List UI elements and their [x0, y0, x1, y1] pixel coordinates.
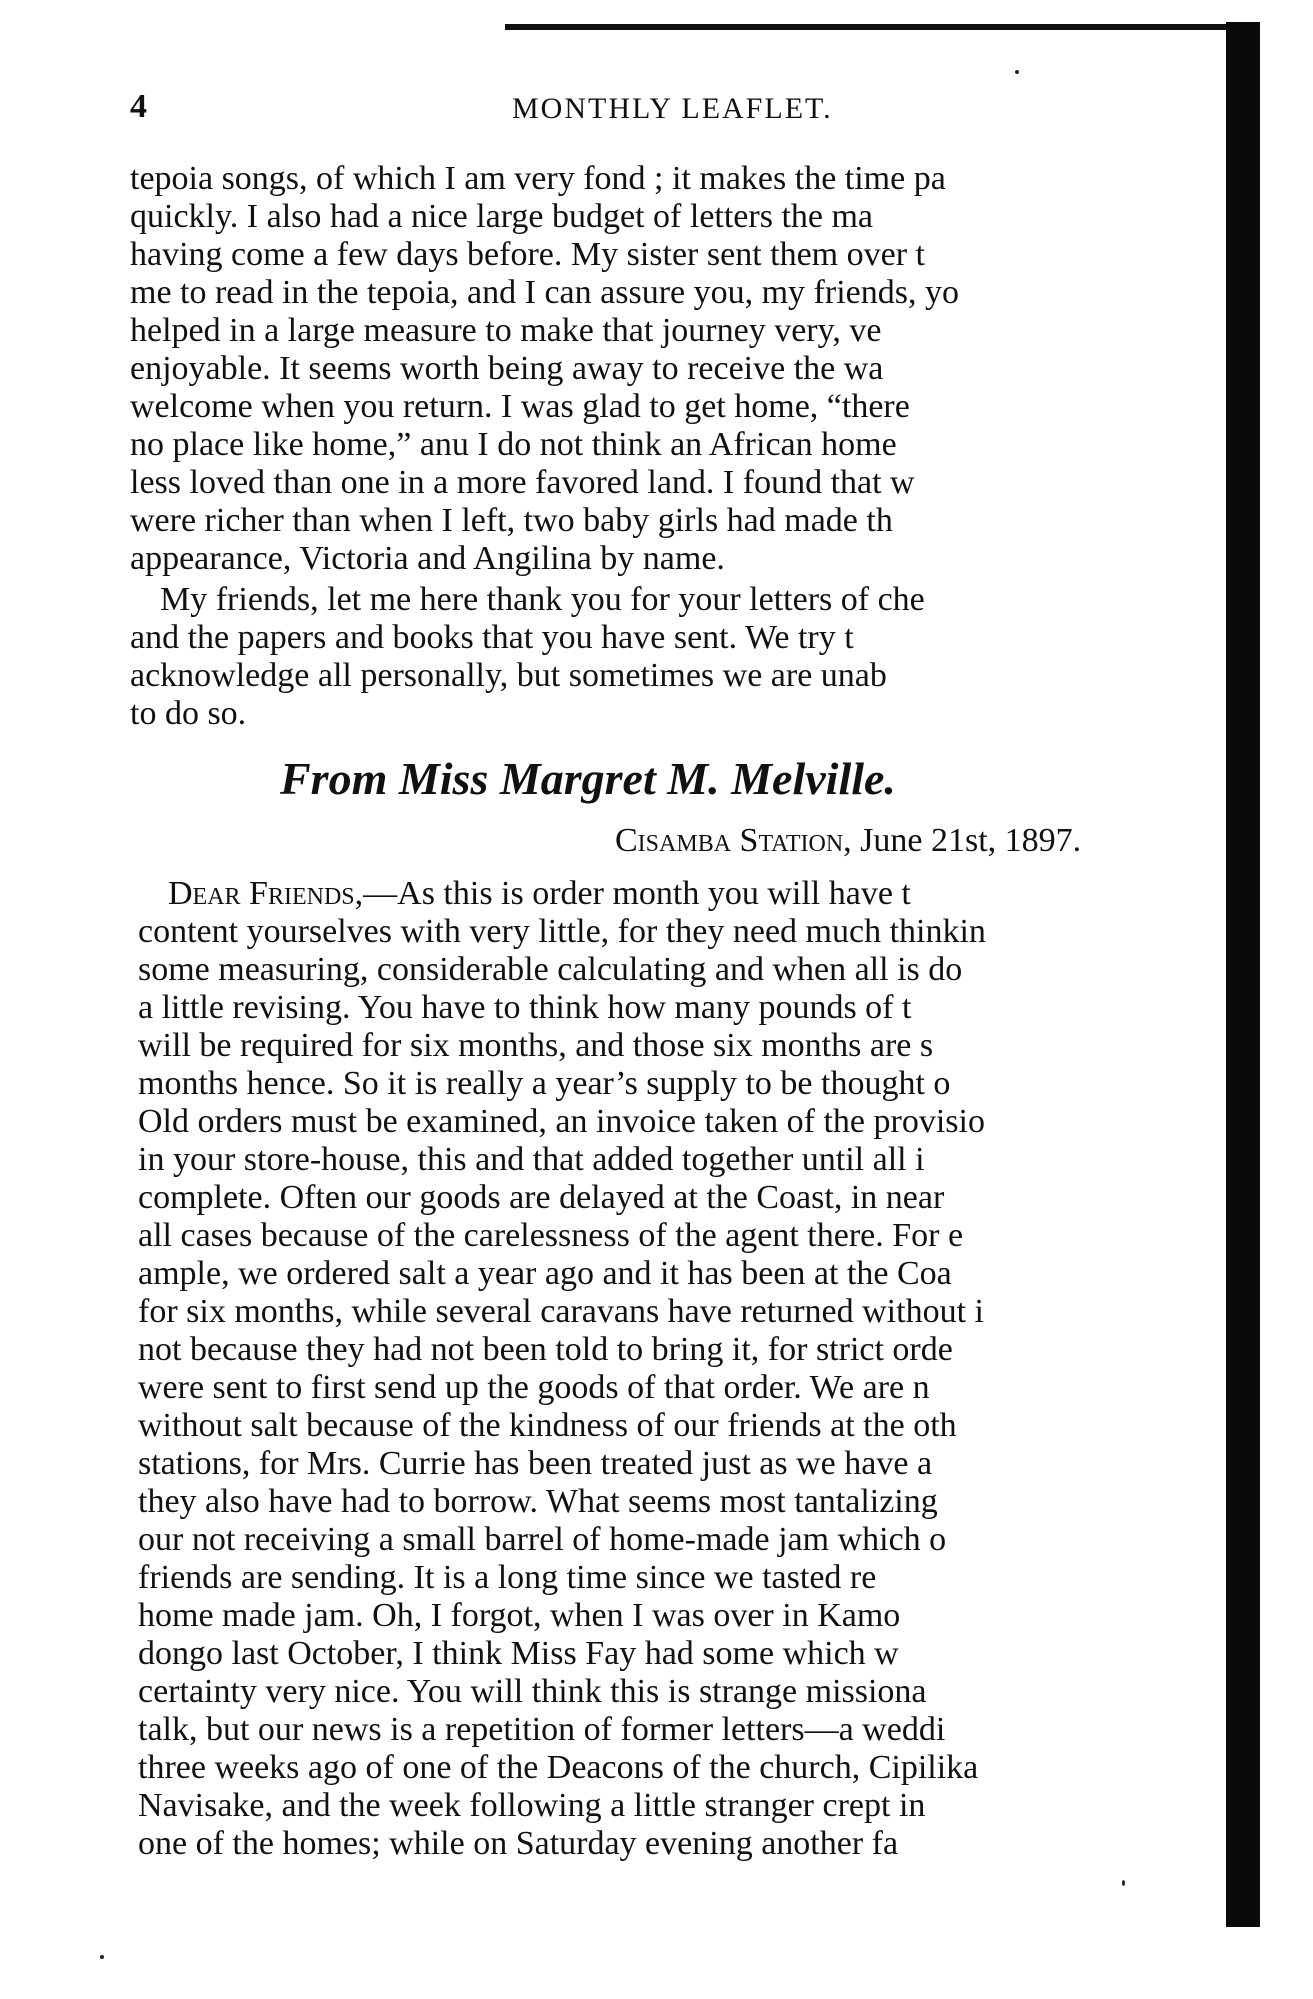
letter-line: Old orders must be examined, an invoice taken of the provisio — [138, 1103, 985, 1140]
salutation: Dear Friends, — [168, 875, 364, 912]
print-speck — [1015, 70, 1019, 74]
dateline — [615, 822, 1081, 860]
text-line: appearance, Victoria and Angilina by name. — [130, 540, 725, 577]
letter-line: were sent to first send up the goods of that order. We are n — [138, 1369, 930, 1406]
letter-line: a little revising. You have to think how many pounds of t — [138, 989, 912, 1026]
letter-line: friends are sending. It is a long time since we tasted re — [138, 1559, 877, 1596]
text-line: no place like home,” anu I do not think an African home — [130, 426, 897, 463]
letter-line: talk, but our news is a repetition of former letters—a weddi — [138, 1711, 946, 1748]
binding-edge-shadow — [1226, 22, 1260, 1927]
letter-first-line — [138, 875, 1223, 913]
letter-body — [138, 875, 1223, 1863]
letter-line: ample, we ordered salt a year ago and it has been at the Coa — [138, 1255, 952, 1292]
text-line: me to read in the tepoia, and I can assure you, my friends, yo — [130, 274, 959, 311]
letter-line: dongo last October, I think Miss Fay had some which w — [138, 1635, 899, 1672]
letter-line: Navisake, and the week following a little stranger crept in — [138, 1787, 926, 1824]
letter-first-line-text: —As this is order month you will have t — [363, 875, 911, 912]
text-line: My friends, let me here thank you for your letters of che — [160, 581, 925, 618]
dateline-date: June 21st, 1897. — [860, 822, 1082, 859]
text-line: welcome when you return. I was glad to get home, “there — [130, 388, 910, 425]
letter-line: certainty very nice. You will think this is strange missiona — [138, 1673, 927, 1710]
print-speck — [100, 1955, 104, 1959]
running-head: MONTHLY LEAFLET. — [512, 92, 833, 125]
letter-line: months hence. So it is really a year’s supply to be thought o — [138, 1065, 951, 1102]
text-line: enjoyable. It seems worth being away to receive the wa — [130, 350, 884, 387]
letter-line: complete. Often our goods are delayed at the Coast, in near — [138, 1179, 945, 1216]
page-number: 4 — [130, 88, 147, 125]
letter-line: in your store-house, this and that added together until all i — [138, 1141, 925, 1178]
text-line: and the papers and books that you have sent. We try t — [130, 619, 854, 656]
dateline-place: Cisamba Station, — [615, 822, 852, 859]
text-line: having come a few days before. My sister sent them over t — [130, 236, 925, 273]
letter-line: all cases because of the carelessness of the agent there. For e — [138, 1217, 964, 1254]
letter-heading: From Miss Margret M. Melville. — [280, 753, 896, 804]
letter-line: our not receiving a small barrel of home-made jam which o — [138, 1521, 947, 1558]
paragraph-2 — [130, 581, 1220, 733]
letter-line: they also have had to borrow. What seems most tantalizing — [138, 1483, 938, 1520]
letter-line: stations, for Mrs. Currie has been treated just as we have a — [138, 1445, 933, 1482]
letter-line: three weeks ago of one of the Deacons of the church, Cipilika — [138, 1749, 979, 1786]
page-top-rule — [505, 24, 1230, 30]
text-line: less loved than one in a more favored land. I found that w — [130, 464, 915, 501]
letter-line: not because they had not been told to bring it, for strict orde — [138, 1331, 953, 1368]
text-line: to do so. — [130, 695, 247, 732]
text-line: were richer than when I left, two baby girls had made th — [130, 502, 893, 539]
letter-line: will be required for six months, and those six months are s — [138, 1027, 934, 1064]
letter-line: home made jam. Oh, I forgot, when I was over in Kamo — [138, 1597, 901, 1634]
letter-line: some measuring, considerable calculating and when all is do — [138, 951, 963, 988]
letter-line: content yourselves with very little, for they need much thinkin — [138, 913, 986, 950]
text-line: acknowledge all personally, but sometimes we are unab — [130, 657, 887, 694]
letter-line: without salt because of the kindness of our friends at the oth — [138, 1407, 957, 1444]
text-line: tepoia songs, of which I am very fond ; it makes the time pa — [130, 160, 946, 197]
paragraph-1 — [130, 160, 1220, 578]
letter-line: for six months, while several caravans have returned without i — [138, 1293, 984, 1330]
print-speck — [1122, 1880, 1125, 1886]
text-line: helped in a large measure to make that journey very, ve — [130, 312, 882, 349]
text-line: quickly. I also had a nice large budget of letters the ma — [130, 198, 874, 235]
letter-line: one of the homes; while on Saturday evening another fa — [138, 1825, 899, 1862]
